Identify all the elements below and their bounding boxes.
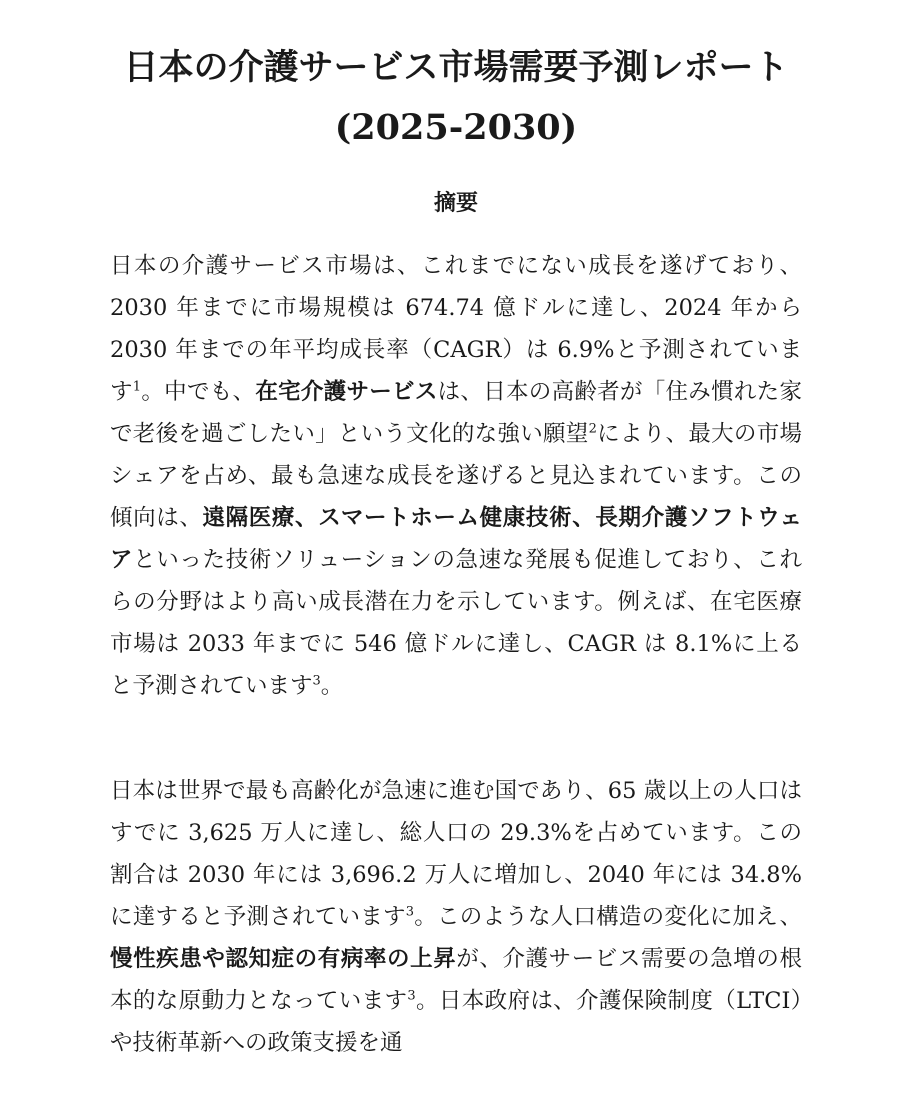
paragraph-2-text: 。このような人口構造の変化に加え、 xyxy=(413,904,802,930)
paragraph-1-text: 日本の介護サービス市場は、これまでにない成長を遂げており、2030 年までに市場規模は 674.74 億ドルに達し、2024 年から 2030 年までの年平均成長率（CAGR）は 6.9%と予測されています xyxy=(110,253,802,405)
footnote-ref: 2 xyxy=(588,421,597,437)
title-line-2: (2025-2030) xyxy=(334,107,578,148)
emphasis-technology: 遠隔医療、スマートホーム健康技術、長期介護ソフトウェア xyxy=(110,505,802,573)
paragraph-1-text: は、日本の高齢者が「住み慣れた家で老後を過ごしたい」という文化的な強い願望 xyxy=(110,379,802,447)
paragraph-1-text: 。 xyxy=(320,673,344,699)
footnote-ref: 3 xyxy=(407,988,416,1004)
paragraph-2-text: 日本は世界で最も高齢化が急速に進む国であり、65 歳以上の人口はすでに 3,625 万人に達し、総人口の 29.3%を占めています。この割合は 2030 年には 3,696.2 万人に増加し、2040 年には 34.8%に達すると予測されています xyxy=(110,778,802,930)
paragraph-1 xyxy=(110,245,802,707)
paragraph-1-text: により、最大の市場シェアを占め、最も急速な成長を遂げると見込まれています。この傾向は、 xyxy=(110,421,802,531)
paragraph-2-text: が、介護サービス需要の急増の根本的な原動力となっています xyxy=(110,946,802,1014)
footnote-ref: 3 xyxy=(405,904,414,920)
section-heading-abstract: 摘要 xyxy=(433,190,478,216)
footnote-ref: 3 xyxy=(312,673,321,689)
document-title xyxy=(0,38,912,158)
emphasis-home-care: 在宅介護サービス xyxy=(255,379,438,405)
footnote-ref: 1 xyxy=(132,379,142,395)
emphasis-chronic-disease: 慢性疾患や認知症の有病率の上昇 xyxy=(110,946,457,972)
paragraph-1-text: 。中でも、 xyxy=(141,379,256,405)
paragraph-2 xyxy=(110,770,802,1064)
paragraph-2-text: 。日本政府は、介護保険制度（LTCI）や技術革新への政策支援を通 xyxy=(110,988,802,1056)
title-line-1: 日本の介護サービス市場需要予測レポート xyxy=(123,47,789,88)
paragraph-1-text: といった技術ソリューションの急速な発展も促進しており、これらの分野はより高い成長潜在力を示しています。例えば、在宅医療市場は 2033 年までに 546 億ドルに達し、CAGR は 8.1%に上ると予測されています xyxy=(110,547,802,699)
